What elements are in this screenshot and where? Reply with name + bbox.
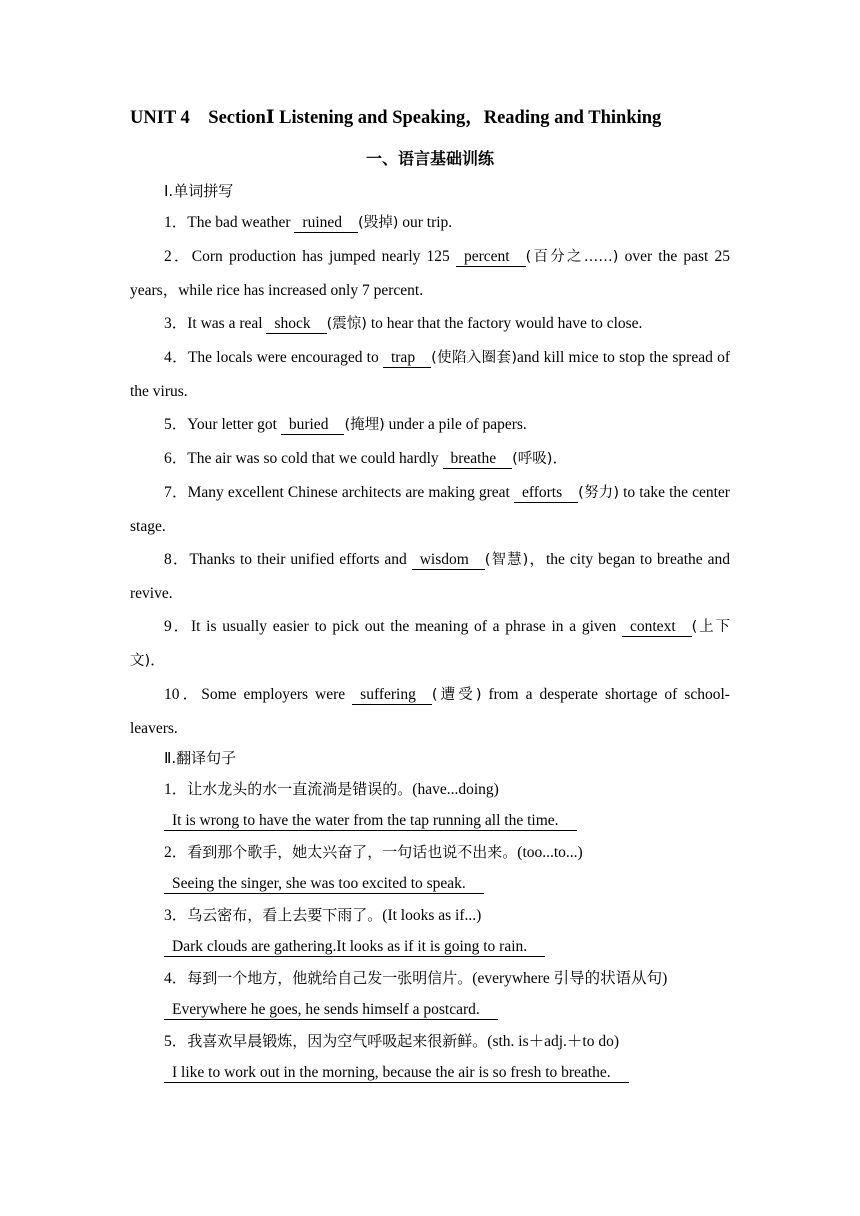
item-text-before: Some employers were	[201, 686, 353, 703]
item-number: 3．	[164, 907, 188, 924]
translation-prompt	[130, 1025, 730, 1058]
item-number: 2．	[164, 248, 192, 265]
item-hint: (呼吸)	[512, 451, 553, 467]
item-hint: (遭受)	[431, 687, 482, 703]
answer-blank: breathe	[443, 450, 513, 469]
item-hint: (百分之……)	[525, 249, 619, 265]
answer-blank: shock	[266, 315, 326, 334]
item-number: 4．	[164, 349, 188, 366]
item-text-after: ，the city began to breathe and revive.	[130, 551, 730, 602]
chinese-sentence: 让水龙头的水一直流淌是错误的。	[187, 780, 413, 798]
item-text-after: from a desperate shortage of school-leavers.	[130, 686, 730, 737]
spelling-list	[130, 206, 730, 745]
item-text-after: ．	[552, 450, 568, 467]
translation-prompt	[130, 899, 730, 932]
translation-answer-line	[164, 1058, 730, 1088]
item-number: 3．	[164, 315, 188, 332]
translation-answer: It is wrong to have the water from the tap running all the time.	[164, 812, 577, 831]
item-number: 5．	[164, 416, 188, 433]
item-text-before: The locals were encouraged to	[187, 349, 383, 366]
answer-blank: trap	[383, 349, 431, 368]
item-text-before: Corn production has jumped nearly 125	[191, 248, 456, 265]
item-hint: (使陷入圈套)	[431, 350, 518, 366]
item-text-before: Many excellent Chinese architects are making great	[187, 484, 514, 501]
answer-blank: buried	[281, 416, 345, 435]
item-text-before: Thanks to their unified efforts and	[189, 551, 412, 568]
item-text-after: and kill mice to stop the spread of the virus.	[130, 349, 730, 400]
spelling-item	[130, 206, 730, 240]
item-text-before: It is usually easier to pick out the meaning of a phrase in a given	[190, 618, 622, 635]
item-text-after: to hear that the factory would have to close.	[366, 315, 643, 332]
item-hint: (震惊)	[326, 316, 367, 332]
item-number: 1．	[164, 214, 188, 231]
answer-blank: wisdom	[412, 551, 485, 570]
item-hint: (It looks as if...)	[382, 907, 482, 924]
item-hint: (掩埋)	[344, 417, 385, 433]
item-hint: (have...doing)	[412, 781, 499, 798]
item-hint: (too...to...)	[517, 844, 583, 861]
item-text-after: over the past 25 years，while rice has increased only 7 percent.	[130, 248, 730, 299]
spelling-item	[130, 408, 730, 442]
item-number: 10．	[164, 686, 202, 703]
chinese-sentence: 每到一个地方，他就给自己发一张明信片。	[187, 969, 473, 987]
answer-blank: suffering	[352, 686, 432, 705]
answer-blank: efforts	[514, 484, 578, 503]
translation-answer: I like to work out in the morning, because the air is so fresh to breathe.	[164, 1064, 629, 1083]
translation-answer-line	[164, 932, 730, 962]
translation-answer-line	[164, 995, 730, 1025]
answer-blank: context	[622, 618, 692, 637]
item-hint: (上下文)	[130, 619, 730, 669]
translation-answer-line	[164, 806, 730, 836]
translation-list	[130, 773, 730, 1088]
item-text-before: The bad weather	[187, 214, 295, 231]
item-text-before: It was a real	[187, 315, 267, 332]
answer-blank: percent	[456, 248, 526, 267]
chinese-sentence: 看到那个歌手，她太兴奋了，一句话也说不出来。	[187, 843, 518, 861]
item-hint: (sth. is＋adj.＋to do)	[487, 1033, 620, 1050]
item-number: 8．	[164, 551, 190, 568]
spelling-item	[130, 543, 730, 610]
translation-prompt	[130, 962, 730, 995]
item-number: 6．	[164, 450, 188, 467]
answer-blank: ruined	[294, 214, 358, 233]
chinese-sentence: 我喜欢早晨锻炼，因为空气呼吸起来很新鲜。	[187, 1032, 488, 1050]
translation-prompt	[130, 836, 730, 869]
part2-heading: Ⅱ.翻译句子	[164, 749, 237, 767]
item-text-after: ．	[150, 652, 166, 669]
item-hint: (智慧)	[484, 552, 529, 568]
translation-prompt	[130, 773, 730, 806]
item-number: 5．	[164, 1033, 188, 1050]
item-text-before: The air was so cold that we could hardly	[187, 450, 443, 467]
chinese-sentence: 乌云密布，看上去要下雨了。	[187, 906, 383, 924]
section-title: 一、语言基础训练	[365, 149, 494, 168]
spelling-item	[130, 678, 730, 745]
spelling-item	[130, 610, 730, 678]
item-hint: (努力)	[578, 485, 620, 501]
spelling-item	[130, 476, 730, 543]
item-number: 1．	[164, 781, 188, 798]
worksheet-page	[130, 104, 730, 1088]
spelling-item	[130, 307, 730, 341]
part1-heading: Ⅰ.单词拼写	[164, 182, 234, 200]
item-number: 9．	[164, 618, 191, 635]
spelling-item	[130, 240, 730, 307]
translation-answer-line	[164, 869, 730, 899]
item-number: 7．	[164, 484, 188, 501]
item-text-after: under a pile of papers.	[384, 416, 527, 433]
spelling-item	[130, 442, 730, 476]
page-title: UNIT 4 SectionⅠ Listening and Speaking，Reading and Thinking	[130, 108, 662, 128]
translation-answer: Seeing the singer, she was too excited to speak.	[164, 875, 484, 894]
translation-answer: Everywhere he goes, he sends himself a postcard.	[164, 1001, 498, 1020]
item-text-after: to take the center stage.	[130, 484, 730, 535]
translation-answer: Dark clouds are gathering.It looks as if it is going to rain.	[164, 938, 545, 957]
item-text-after: our trip.	[398, 214, 453, 231]
item-text-before: Your letter got	[187, 416, 281, 433]
item-number: 2．	[164, 844, 188, 861]
spelling-item	[130, 341, 730, 408]
item-number: 4．	[164, 970, 188, 987]
item-hint: (everywhere 引导的状语从句)	[472, 970, 668, 987]
item-hint: (毁掉)	[358, 215, 399, 231]
